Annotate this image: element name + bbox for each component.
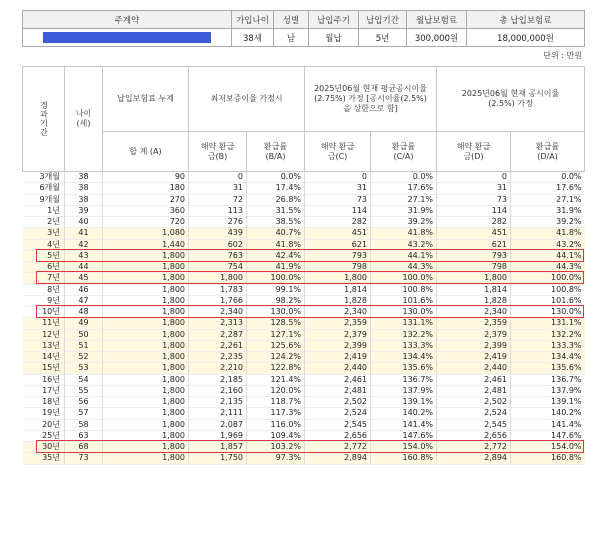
info-header: 납입주기 bbox=[309, 11, 359, 29]
period-cell: 9년 bbox=[47, 295, 60, 305]
value-cell: 41.8% bbox=[247, 239, 305, 250]
age-cell: 40 bbox=[65, 217, 103, 228]
table-row bbox=[23, 217, 585, 228]
value-cell: 117.3% bbox=[247, 408, 305, 419]
unit-label: 단위 : 만원 bbox=[543, 51, 582, 60]
value-cell: 1,800 bbox=[103, 250, 189, 261]
value-cell: 2,340 bbox=[189, 307, 247, 318]
value-cell: 130.0% bbox=[511, 307, 585, 318]
value-cell: 43.2% bbox=[371, 239, 437, 250]
table-row bbox=[23, 239, 585, 250]
value-cell: 120.0% bbox=[247, 385, 305, 396]
table-row bbox=[23, 262, 585, 273]
value-cell: 2,210 bbox=[189, 363, 247, 374]
value-cell: 31.9% bbox=[511, 205, 585, 216]
value-cell: 1,800 bbox=[189, 273, 247, 284]
table-row bbox=[23, 172, 585, 183]
age-cell: 50 bbox=[65, 329, 103, 340]
value-cell: 2,261 bbox=[189, 340, 247, 351]
value-cell: 101.6% bbox=[511, 295, 585, 306]
table-row bbox=[23, 284, 585, 295]
table-row bbox=[23, 430, 585, 441]
value-cell: 2,419 bbox=[305, 352, 371, 363]
value-cell: 98.2% bbox=[247, 295, 305, 306]
value-cell: 793 bbox=[305, 250, 371, 261]
value-cell: 109.4% bbox=[247, 430, 305, 441]
value-cell: 2,379 bbox=[437, 329, 511, 340]
value-cell: 2,481 bbox=[305, 385, 371, 396]
value-cell: 2,524 bbox=[437, 408, 511, 419]
value-cell: 2,524 bbox=[305, 408, 371, 419]
table-row bbox=[23, 329, 585, 340]
table-row bbox=[23, 442, 585, 453]
value-cell: 621 bbox=[437, 239, 511, 250]
period-cell: 13년 bbox=[23, 340, 65, 351]
value-cell: 133.3% bbox=[371, 340, 437, 351]
period-cell: 5년 bbox=[23, 250, 65, 261]
value-cell: 1,800 bbox=[437, 273, 511, 284]
value-cell: 44.3% bbox=[371, 262, 437, 273]
value-cell: 17.6% bbox=[371, 183, 437, 194]
value-cell: 43.2% bbox=[511, 239, 585, 250]
value-cell: 602 bbox=[189, 239, 247, 250]
value-cell: 1,800 bbox=[103, 385, 189, 396]
info-header: 총 납입보험료 bbox=[467, 11, 585, 29]
value-cell: 113 bbox=[189, 205, 247, 216]
value-cell: 793 bbox=[437, 250, 511, 261]
value-cell: 621 bbox=[305, 239, 371, 250]
value-cell: 2,340 bbox=[437, 307, 511, 318]
value-cell: 44.1% bbox=[511, 250, 585, 261]
value-cell: 1,969 bbox=[189, 430, 247, 441]
table-row bbox=[23, 352, 585, 363]
value-cell: 1,766 bbox=[189, 295, 247, 306]
value-cell: 2,656 bbox=[305, 430, 371, 441]
period-cell: 17년 bbox=[42, 385, 60, 395]
value-cell: 147.6% bbox=[511, 430, 585, 441]
value-cell: 137.9% bbox=[371, 385, 437, 396]
value-cell: 127.1% bbox=[247, 329, 305, 340]
value-cell: 17.4% bbox=[247, 183, 305, 194]
refund-table bbox=[22, 66, 585, 465]
value-cell: 122.8% bbox=[247, 363, 305, 374]
age-cell: 73 bbox=[65, 453, 103, 464]
value-cell: 147.6% bbox=[371, 430, 437, 441]
value-cell: 720 bbox=[103, 217, 189, 228]
value-cell: 139.1% bbox=[371, 397, 437, 408]
age-cell: 48 bbox=[65, 307, 103, 318]
value-cell: 44.1% bbox=[371, 250, 437, 261]
value-cell: 42.4% bbox=[247, 250, 305, 261]
value-cell: 1,800 bbox=[305, 273, 371, 284]
period-cell: 7년 bbox=[23, 273, 65, 284]
age-cell: 51 bbox=[65, 340, 103, 351]
age-cell: 43 bbox=[65, 250, 103, 261]
value-cell: 135.6% bbox=[371, 363, 437, 374]
value-cell: 1,800 bbox=[103, 273, 189, 284]
value-cell: 154.0% bbox=[511, 442, 585, 453]
value-cell: 2,287 bbox=[189, 329, 247, 340]
value-cell: 2,359 bbox=[437, 318, 511, 329]
period-cell: 18년 bbox=[42, 397, 60, 406]
value-cell: 1,800 bbox=[103, 295, 189, 306]
value-cell: 130.0% bbox=[247, 307, 305, 318]
value-cell: 1,814 bbox=[305, 284, 371, 295]
header-refund-d: 해약 환급금(D) bbox=[437, 132, 511, 172]
contract-info-header-row bbox=[23, 11, 585, 29]
value-cell: 1,814 bbox=[437, 284, 511, 295]
info-header: 월납보험료 bbox=[407, 11, 467, 29]
header-total-a: 합 계 (A) bbox=[103, 132, 189, 172]
value-cell: 2,461 bbox=[437, 374, 511, 385]
info-value: 월납 bbox=[309, 29, 359, 47]
header-rate-d: 환급률 (D/A) bbox=[511, 132, 585, 172]
value-cell: 2,894 bbox=[305, 453, 371, 464]
info-value: 38세 bbox=[232, 29, 274, 47]
value-cell: 90 bbox=[103, 172, 189, 183]
value-cell: 132.2% bbox=[511, 329, 585, 340]
header-refund-b: 해약 환급금(B) bbox=[189, 132, 247, 172]
period-cell: 15년 bbox=[23, 363, 65, 374]
value-cell: 2,772 bbox=[305, 442, 371, 453]
period-cell: 4년 bbox=[23, 239, 65, 250]
header-cumulative-premium: 납입보험료 누계 bbox=[103, 67, 189, 132]
value-cell: 134.4% bbox=[511, 352, 585, 363]
age-cell: 39 bbox=[65, 205, 103, 216]
value-cell: 100.0% bbox=[371, 273, 437, 284]
value-cell: 31 bbox=[189, 183, 247, 194]
value-cell: 798 bbox=[437, 262, 511, 273]
value-cell: 135.6% bbox=[511, 363, 585, 374]
value-cell: 2,545 bbox=[305, 419, 371, 430]
value-cell: 17.6% bbox=[511, 183, 585, 194]
value-cell: 114 bbox=[305, 205, 371, 216]
value-cell: 2,340 bbox=[305, 307, 371, 318]
age-cell: 56 bbox=[65, 397, 103, 408]
value-cell: 2,440 bbox=[305, 363, 371, 374]
value-cell: 31.9% bbox=[371, 205, 437, 216]
value-cell: 116.0% bbox=[247, 419, 305, 430]
value-cell: 2,772 bbox=[437, 442, 511, 453]
period-cell: 14년 bbox=[23, 352, 65, 363]
value-cell: 160.8% bbox=[511, 453, 585, 464]
value-cell: 798 bbox=[305, 262, 371, 273]
value-cell: 2,235 bbox=[189, 352, 247, 363]
value-cell: 100.0% bbox=[511, 273, 585, 284]
value-cell: 100.8% bbox=[371, 284, 437, 295]
value-cell: 41.8% bbox=[371, 228, 437, 239]
value-cell: 2,545 bbox=[437, 419, 511, 430]
value-cell: 31 bbox=[437, 183, 511, 194]
value-cell: 1,750 bbox=[189, 453, 247, 464]
value-cell: 1,800 bbox=[103, 430, 189, 441]
value-cell: 2,894 bbox=[437, 453, 511, 464]
value-cell: 2,359 bbox=[305, 318, 371, 329]
value-cell: 1,800 bbox=[103, 363, 189, 374]
value-cell: 180 bbox=[103, 183, 189, 194]
contract-info-value-row bbox=[23, 29, 585, 47]
header-min-guarantee: 최저보증이율 가정시 bbox=[189, 67, 305, 132]
age-cell: 57 bbox=[65, 408, 103, 419]
header-avg-rate: 2025년06월 현재 평균공시이율(2.75%) 가정 [공시이율(2.5%)을 상한으로 함] bbox=[305, 67, 437, 132]
value-cell: 0.0% bbox=[371, 172, 437, 183]
period-cell: 3개월 bbox=[39, 172, 60, 181]
value-cell: 0 bbox=[189, 172, 247, 183]
value-cell: 97.3% bbox=[247, 453, 305, 464]
header-refund-c: 해약 환급금(C) bbox=[305, 132, 371, 172]
value-cell: 41.9% bbox=[247, 262, 305, 273]
value-cell: 763 bbox=[189, 250, 247, 261]
value-cell: 1,783 bbox=[189, 284, 247, 295]
value-cell: 2,419 bbox=[437, 352, 511, 363]
age-cell: 53 bbox=[65, 363, 103, 374]
table-row bbox=[23, 453, 585, 464]
info-header: 성별 bbox=[274, 11, 309, 29]
value-cell: 1,080 bbox=[103, 228, 189, 239]
value-cell: 140.2% bbox=[511, 408, 585, 419]
age-cell: 45 bbox=[65, 273, 103, 284]
period-cell: 19년 bbox=[42, 408, 60, 418]
header-age: 나이(세) bbox=[65, 67, 103, 172]
value-cell: 276 bbox=[189, 217, 247, 228]
value-cell: 141.4% bbox=[371, 419, 437, 430]
info-header: 납입기간 bbox=[359, 11, 407, 29]
value-cell: 2,313 bbox=[189, 318, 247, 329]
header-current-rate: 2025년06월 현재 공시이율(2.5%) 가정 bbox=[437, 67, 585, 132]
value-cell: 451 bbox=[437, 228, 511, 239]
value-cell: 103.2% bbox=[247, 442, 305, 453]
table-row bbox=[23, 295, 585, 306]
value-cell: 128.5% bbox=[247, 318, 305, 329]
value-cell: 140.2% bbox=[371, 408, 437, 419]
value-cell: 1,800 bbox=[103, 284, 189, 295]
table-row bbox=[23, 340, 585, 351]
value-cell: 2,135 bbox=[189, 397, 247, 408]
table-row bbox=[23, 374, 585, 385]
table-row bbox=[23, 183, 585, 194]
value-cell: 137.9% bbox=[511, 385, 585, 396]
age-cell: 47 bbox=[65, 295, 103, 306]
value-cell: 154.0% bbox=[371, 442, 437, 453]
table-row bbox=[23, 250, 585, 261]
period-cell: 8년 bbox=[47, 284, 60, 294]
table-row bbox=[23, 228, 585, 239]
info-value: 300,000원 bbox=[407, 29, 467, 47]
value-cell: 131.1% bbox=[371, 318, 437, 329]
value-cell: 41.8% bbox=[511, 228, 585, 239]
value-cell: 2,111 bbox=[189, 408, 247, 419]
value-cell: 2,502 bbox=[437, 397, 511, 408]
value-cell: 133.3% bbox=[511, 340, 585, 351]
table-row bbox=[23, 307, 585, 318]
period-cell: 9개월 bbox=[39, 194, 60, 204]
value-cell: 1,440 bbox=[103, 239, 189, 250]
age-cell: 54 bbox=[65, 374, 103, 385]
value-cell: 100.0% bbox=[247, 273, 305, 284]
age-cell: 41 bbox=[65, 228, 103, 239]
value-cell: 26.8% bbox=[247, 194, 305, 205]
period-cell: 20년 bbox=[42, 419, 60, 429]
value-cell: 754 bbox=[189, 262, 247, 273]
period-cell: 6년 bbox=[23, 262, 65, 273]
value-cell: 2,399 bbox=[437, 340, 511, 351]
info-value: 5년 bbox=[359, 29, 407, 47]
value-cell: 118.7% bbox=[247, 397, 305, 408]
value-cell: 439 bbox=[189, 228, 247, 239]
value-cell: 1,800 bbox=[103, 318, 189, 329]
value-cell: 0.0% bbox=[511, 172, 585, 183]
value-cell: 270 bbox=[103, 194, 189, 205]
period-cell: 1년 bbox=[47, 205, 60, 215]
value-cell: 0 bbox=[437, 172, 511, 183]
info-header: 주계약 bbox=[23, 11, 232, 29]
value-cell: 100.8% bbox=[511, 284, 585, 295]
value-cell: 2,502 bbox=[305, 397, 371, 408]
table-row bbox=[23, 397, 585, 408]
value-cell: 2,440 bbox=[437, 363, 511, 374]
value-cell: 134.4% bbox=[371, 352, 437, 363]
value-cell: 1,800 bbox=[103, 408, 189, 419]
period-cell: 10년 bbox=[42, 307, 60, 316]
value-cell: 99.1% bbox=[247, 284, 305, 295]
value-cell: 1,800 bbox=[103, 442, 189, 453]
value-cell: 282 bbox=[437, 217, 511, 228]
value-cell: 2,160 bbox=[189, 385, 247, 396]
value-cell: 40.7% bbox=[247, 228, 305, 239]
table-row bbox=[23, 408, 585, 419]
value-cell: 1,800 bbox=[103, 340, 189, 351]
refund-table-body bbox=[23, 172, 585, 465]
age-cell: 42 bbox=[65, 239, 103, 250]
table-row bbox=[23, 385, 585, 396]
value-cell: 73 bbox=[437, 194, 511, 205]
value-cell: 27.1% bbox=[511, 194, 585, 205]
value-cell: 0.0% bbox=[247, 172, 305, 183]
age-cell: 46 bbox=[65, 284, 103, 295]
value-cell: 1,800 bbox=[103, 419, 189, 430]
info-header: 가입나이 bbox=[232, 11, 274, 29]
value-cell: 141.4% bbox=[511, 419, 585, 430]
value-cell: 282 bbox=[305, 217, 371, 228]
info-value: 남 bbox=[274, 29, 309, 47]
value-cell: 2,399 bbox=[305, 340, 371, 351]
age-cell: 55 bbox=[65, 385, 103, 396]
value-cell: 31.5% bbox=[247, 205, 305, 216]
age-cell: 49 bbox=[65, 318, 103, 329]
value-cell: 136.7% bbox=[511, 374, 585, 385]
value-cell: 121.4% bbox=[247, 374, 305, 385]
header-period: 경과기간 bbox=[23, 67, 65, 172]
period-cell: 2년 bbox=[47, 217, 60, 226]
value-cell: 1,800 bbox=[103, 453, 189, 464]
contract-info-table bbox=[22, 10, 585, 47]
period-cell: 11년 bbox=[23, 318, 65, 329]
value-cell: 39.2% bbox=[371, 217, 437, 228]
table-row bbox=[23, 273, 585, 284]
age-cell: 63 bbox=[65, 430, 103, 441]
age-cell: 52 bbox=[65, 352, 103, 363]
value-cell: 1,800 bbox=[103, 374, 189, 385]
value-cell: 2,481 bbox=[437, 385, 511, 396]
info-value: 18,000,000원 bbox=[467, 29, 585, 47]
redaction-bar bbox=[43, 32, 211, 43]
value-cell: 125.6% bbox=[247, 340, 305, 351]
value-cell: 2,461 bbox=[305, 374, 371, 385]
value-cell: 130.0% bbox=[371, 307, 437, 318]
value-cell: 1,800 bbox=[103, 352, 189, 363]
value-cell: 39.2% bbox=[511, 217, 585, 228]
age-cell: 58 bbox=[65, 419, 103, 430]
period-cell: 35년 bbox=[23, 453, 65, 464]
period-cell: 12년 bbox=[23, 329, 65, 340]
table-row bbox=[23, 318, 585, 329]
value-cell: 73 bbox=[305, 194, 371, 205]
value-cell: 72 bbox=[189, 194, 247, 205]
age-cell: 38 bbox=[65, 172, 103, 183]
value-cell: 1,800 bbox=[103, 262, 189, 273]
value-cell: 451 bbox=[305, 228, 371, 239]
value-cell: 1,800 bbox=[103, 329, 189, 340]
age-cell: 38 bbox=[65, 194, 103, 205]
value-cell: 1,828 bbox=[305, 295, 371, 306]
value-cell: 2,379 bbox=[305, 329, 371, 340]
redacted-contract-name bbox=[23, 29, 232, 47]
period-cell: 3년 bbox=[23, 228, 65, 239]
value-cell: 1,857 bbox=[189, 442, 247, 453]
value-cell: 0 bbox=[305, 172, 371, 183]
value-cell: 31 bbox=[305, 183, 371, 194]
value-cell: 131.1% bbox=[511, 318, 585, 329]
age-cell: 38 bbox=[65, 183, 103, 194]
header-rate-c: 환급률 (C/A) bbox=[371, 132, 437, 172]
value-cell: 136.7% bbox=[371, 374, 437, 385]
value-cell: 1,800 bbox=[103, 397, 189, 408]
value-cell: 2,087 bbox=[189, 419, 247, 430]
value-cell: 27.1% bbox=[371, 194, 437, 205]
age-cell: 68 bbox=[65, 442, 103, 453]
value-cell: 44.3% bbox=[511, 262, 585, 273]
value-cell: 360 bbox=[103, 205, 189, 216]
table-row bbox=[23, 419, 585, 430]
table-row bbox=[23, 363, 585, 374]
value-cell: 2,185 bbox=[189, 374, 247, 385]
period-cell: 25년 bbox=[42, 430, 60, 440]
age-cell: 44 bbox=[65, 262, 103, 273]
value-cell: 124.2% bbox=[247, 352, 305, 363]
table-row bbox=[23, 205, 585, 216]
period-cell: 16년 bbox=[42, 374, 60, 384]
value-cell: 114 bbox=[437, 205, 511, 216]
value-cell: 38.5% bbox=[247, 217, 305, 228]
value-cell: 160.8% bbox=[371, 453, 437, 464]
table-row bbox=[23, 194, 585, 205]
value-cell: 1,828 bbox=[437, 295, 511, 306]
value-cell: 139.1% bbox=[511, 397, 585, 408]
header-rate-b: 환급률 (B/A) bbox=[247, 132, 305, 172]
value-cell: 1,800 bbox=[103, 307, 189, 318]
value-cell: 2,656 bbox=[437, 430, 511, 441]
value-cell: 101.6% bbox=[371, 295, 437, 306]
value-cell: 132.2% bbox=[371, 329, 437, 340]
period-cell: 30년 bbox=[23, 442, 65, 453]
period-cell: 6개월 bbox=[39, 183, 60, 193]
